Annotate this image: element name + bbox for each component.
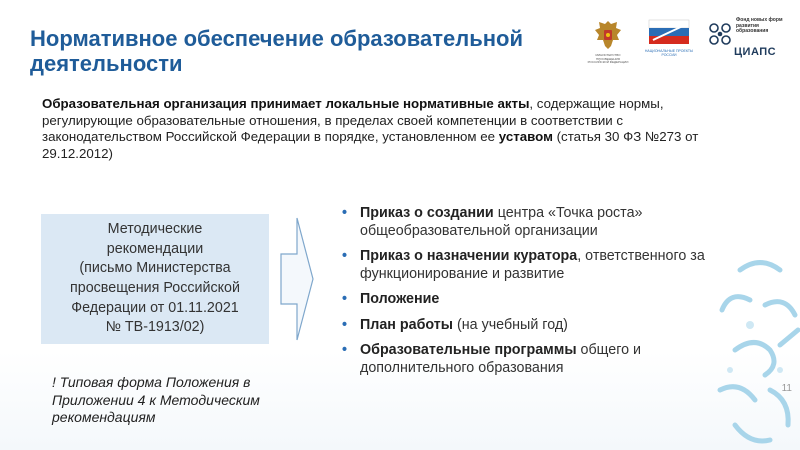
bullet-dot-icon: •	[342, 205, 348, 221]
intro-text-end: (статья 30 ФЗ №273 от 29.12.2012)	[42, 129, 699, 161]
national-projects-logo	[644, 18, 694, 57]
list-item	[340, 248, 720, 283]
method-line: Федерации от 01.11.2021	[71, 299, 239, 316]
list-item-bold: Приказ о создании	[360, 205, 494, 221]
right-arrow-icon	[279, 214, 315, 344]
list-item-bold: Образовательные программы	[360, 342, 577, 358]
documents-list	[340, 205, 720, 385]
ministry-logo	[586, 18, 630, 65]
national-projects-caption: НАЦИОНАЛЬНЫЕ ПРОЕКТЫ РОССИИ	[644, 49, 694, 57]
list-item-bold: Положение	[360, 291, 440, 307]
method-line: просвещения Российской	[70, 280, 240, 296]
list-item	[340, 291, 720, 309]
list-item-bold: План работы	[360, 316, 454, 333]
page-number: 11	[781, 383, 792, 394]
method-line: (письмо Министерства	[79, 260, 231, 277]
ciaps-name: ЦИАПС	[734, 46, 777, 58]
decorative-pattern-icon	[710, 250, 800, 450]
slide-title: Нормативное обеспечение образовательной деятельности	[30, 26, 523, 76]
intro-bold-tail: уставом	[498, 129, 553, 144]
intro-bold-lead: Образовательная организация принимает локальные нормативные акты	[42, 96, 530, 111]
ministry-caption: МИНИСТЕРСТВО ПРОСВЕЩЕНИЯ РОССИЙСКОЙ ФЕДЕРАЦИИ	[587, 53, 629, 64]
list-item	[340, 342, 720, 377]
list-item	[340, 205, 720, 240]
method-line: № ТВ-1913/02)	[105, 319, 205, 336]
ciaps-small-text: Фонд новых форм развития образования	[736, 17, 783, 34]
list-item-text: , ответственного за функционирование и развитие	[360, 248, 705, 282]
ciaps-dots-icon	[708, 22, 734, 48]
template-note: ! Типовая форма Положения в Приложении 4 к Методическим рекомендациям	[52, 374, 260, 425]
bullet-dot-icon: •	[342, 248, 348, 264]
national-projects-icon	[647, 18, 691, 48]
list-item-text: общего и дополнительного образования	[360, 342, 642, 376]
intro-text-mid: , содержащие нормы, регулирующие образовательные отношения, в пределах своей компетенции в соответствии с законодательством Российской Федерации в порядке, установленном ее	[42, 96, 664, 144]
intro-paragraph	[42, 96, 702, 162]
eagle-emblem-icon	[593, 18, 623, 52]
methodical-recommendations-box	[41, 214, 269, 344]
logos-group	[586, 18, 786, 68]
method-line: Методические	[107, 221, 203, 238]
bullet-dot-icon: •	[342, 316, 348, 333]
list-item-bold: Приказ о назначении куратора	[360, 248, 578, 264]
ciaps-logo	[708, 18, 786, 64]
method-line: рекомендации	[106, 240, 204, 257]
list-item-text: (на учебный год)	[453, 316, 568, 333]
bullet-dot-icon: •	[342, 342, 348, 358]
list-item	[340, 317, 720, 335]
list-item-text: центра «Точка роста» общеобразовательной организации	[360, 205, 643, 239]
bullet-dot-icon: •	[342, 291, 348, 307]
